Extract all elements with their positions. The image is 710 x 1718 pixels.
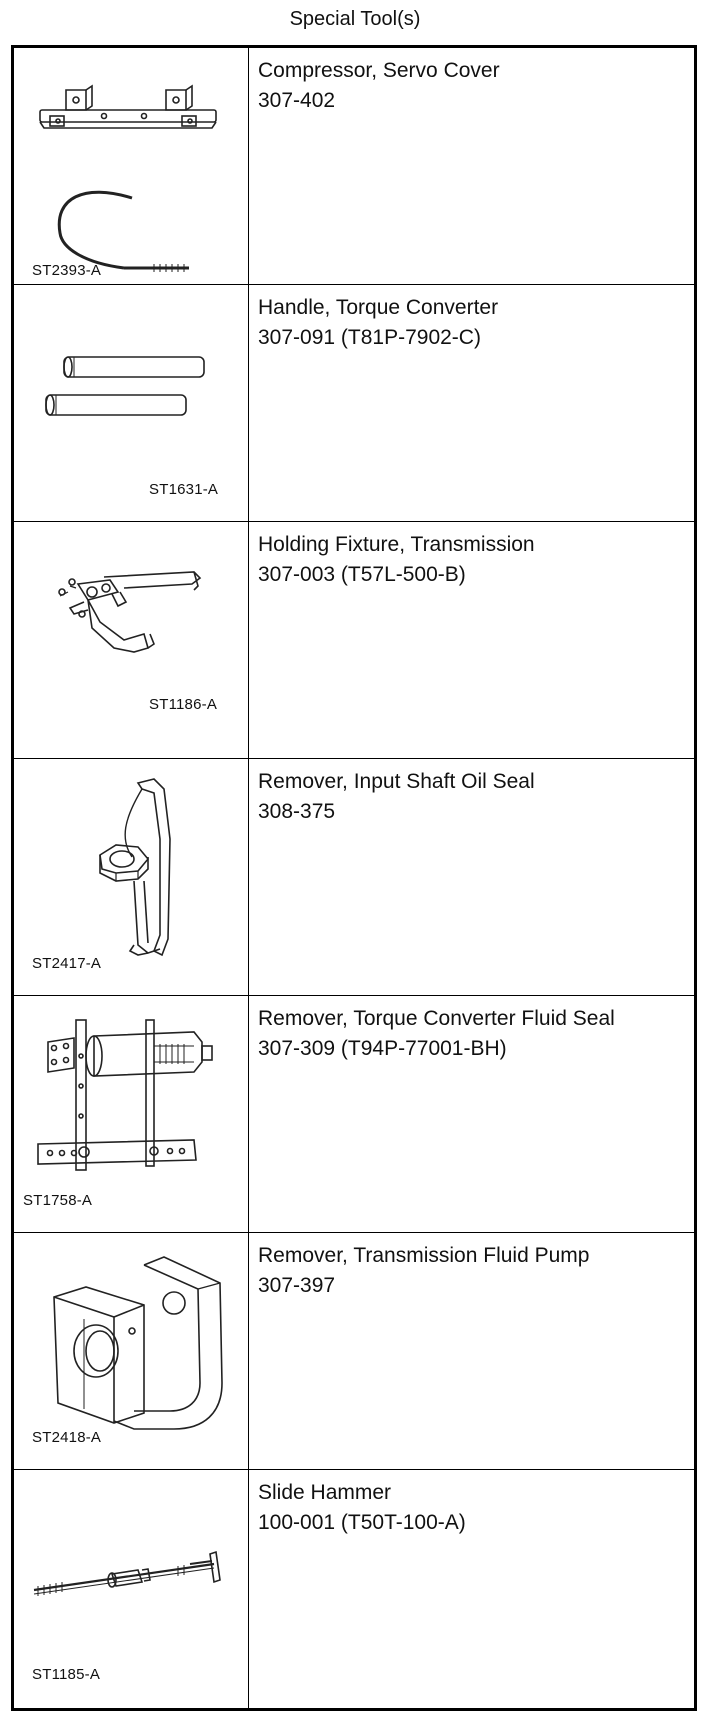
tool-number: 307-091 (T81P-7902-C)	[258, 326, 481, 349]
tool-image-cell	[14, 1470, 249, 1708]
tool-code: ST1631-A	[149, 481, 219, 498]
tool-name: Holding Fixture, Transmission	[258, 533, 535, 556]
tool-name: Remover, Input Shaft Oil Seal	[258, 770, 535, 793]
transmission-holding-fixture-illustration	[14, 522, 249, 759]
tool-description	[258, 767, 690, 827]
tool-description	[258, 1478, 690, 1538]
tool-code: ST1185-A	[32, 1666, 101, 1683]
tool-image-cell	[14, 48, 249, 284]
tool-description	[258, 530, 690, 590]
tool-code: ST1186-A	[149, 696, 218, 713]
tool-row-torque-converter-fluid-seal-remover	[14, 996, 694, 1233]
tool-description	[258, 293, 690, 353]
tool-row-transmission-holding-fixture	[14, 522, 694, 759]
tool-number: 307-402	[258, 89, 336, 112]
tool-code: ST2418-A	[32, 1429, 102, 1446]
tool-description	[258, 1004, 690, 1064]
servo-cover-compressor-illustration	[14, 48, 249, 285]
tool-image-cell	[14, 522, 249, 758]
tool-row-torque-converter-handle	[14, 285, 694, 522]
tool-name: Remover, Transmission Fluid Pump	[258, 1244, 590, 1267]
tool-code: ST2393-A	[32, 262, 102, 279]
tool-row-input-shaft-oil-seal-remover	[14, 759, 694, 996]
tool-description	[258, 1241, 690, 1301]
tool-name: Slide Hammer	[258, 1481, 392, 1504]
tool-row-servo-cover-compressor	[14, 48, 694, 285]
tool-number: 308-375	[258, 800, 336, 823]
tool-number: 307-309 (T94P-77001-BH)	[258, 1037, 507, 1060]
page-title: Special Tool(s)	[289, 8, 421, 30]
tool-code: ST1758-A	[23, 1192, 93, 1209]
tool-description	[258, 56, 690, 116]
tool-row-transmission-fluid-pump-remover	[14, 1233, 694, 1470]
tool-number: 307-397	[258, 1274, 336, 1297]
tool-number: 307-003 (T57L-500-B)	[258, 563, 466, 586]
tool-name: Handle, Torque Converter	[258, 296, 499, 319]
tool-row-slide-hammer	[14, 1470, 694, 1708]
tool-name: Remover, Torque Converter Fluid Seal	[258, 1007, 615, 1030]
tool-name: Compressor, Servo Cover	[258, 59, 500, 82]
tool-image-cell	[14, 996, 249, 1232]
tool-image-cell	[14, 285, 249, 521]
tool-image-cell	[14, 1233, 249, 1469]
tool-image-cell	[14, 759, 249, 995]
tool-code: ST2417-A	[32, 955, 102, 972]
special-tools-table	[11, 45, 697, 1711]
tool-number: 100-001 (T50T-100-A)	[258, 1511, 466, 1534]
